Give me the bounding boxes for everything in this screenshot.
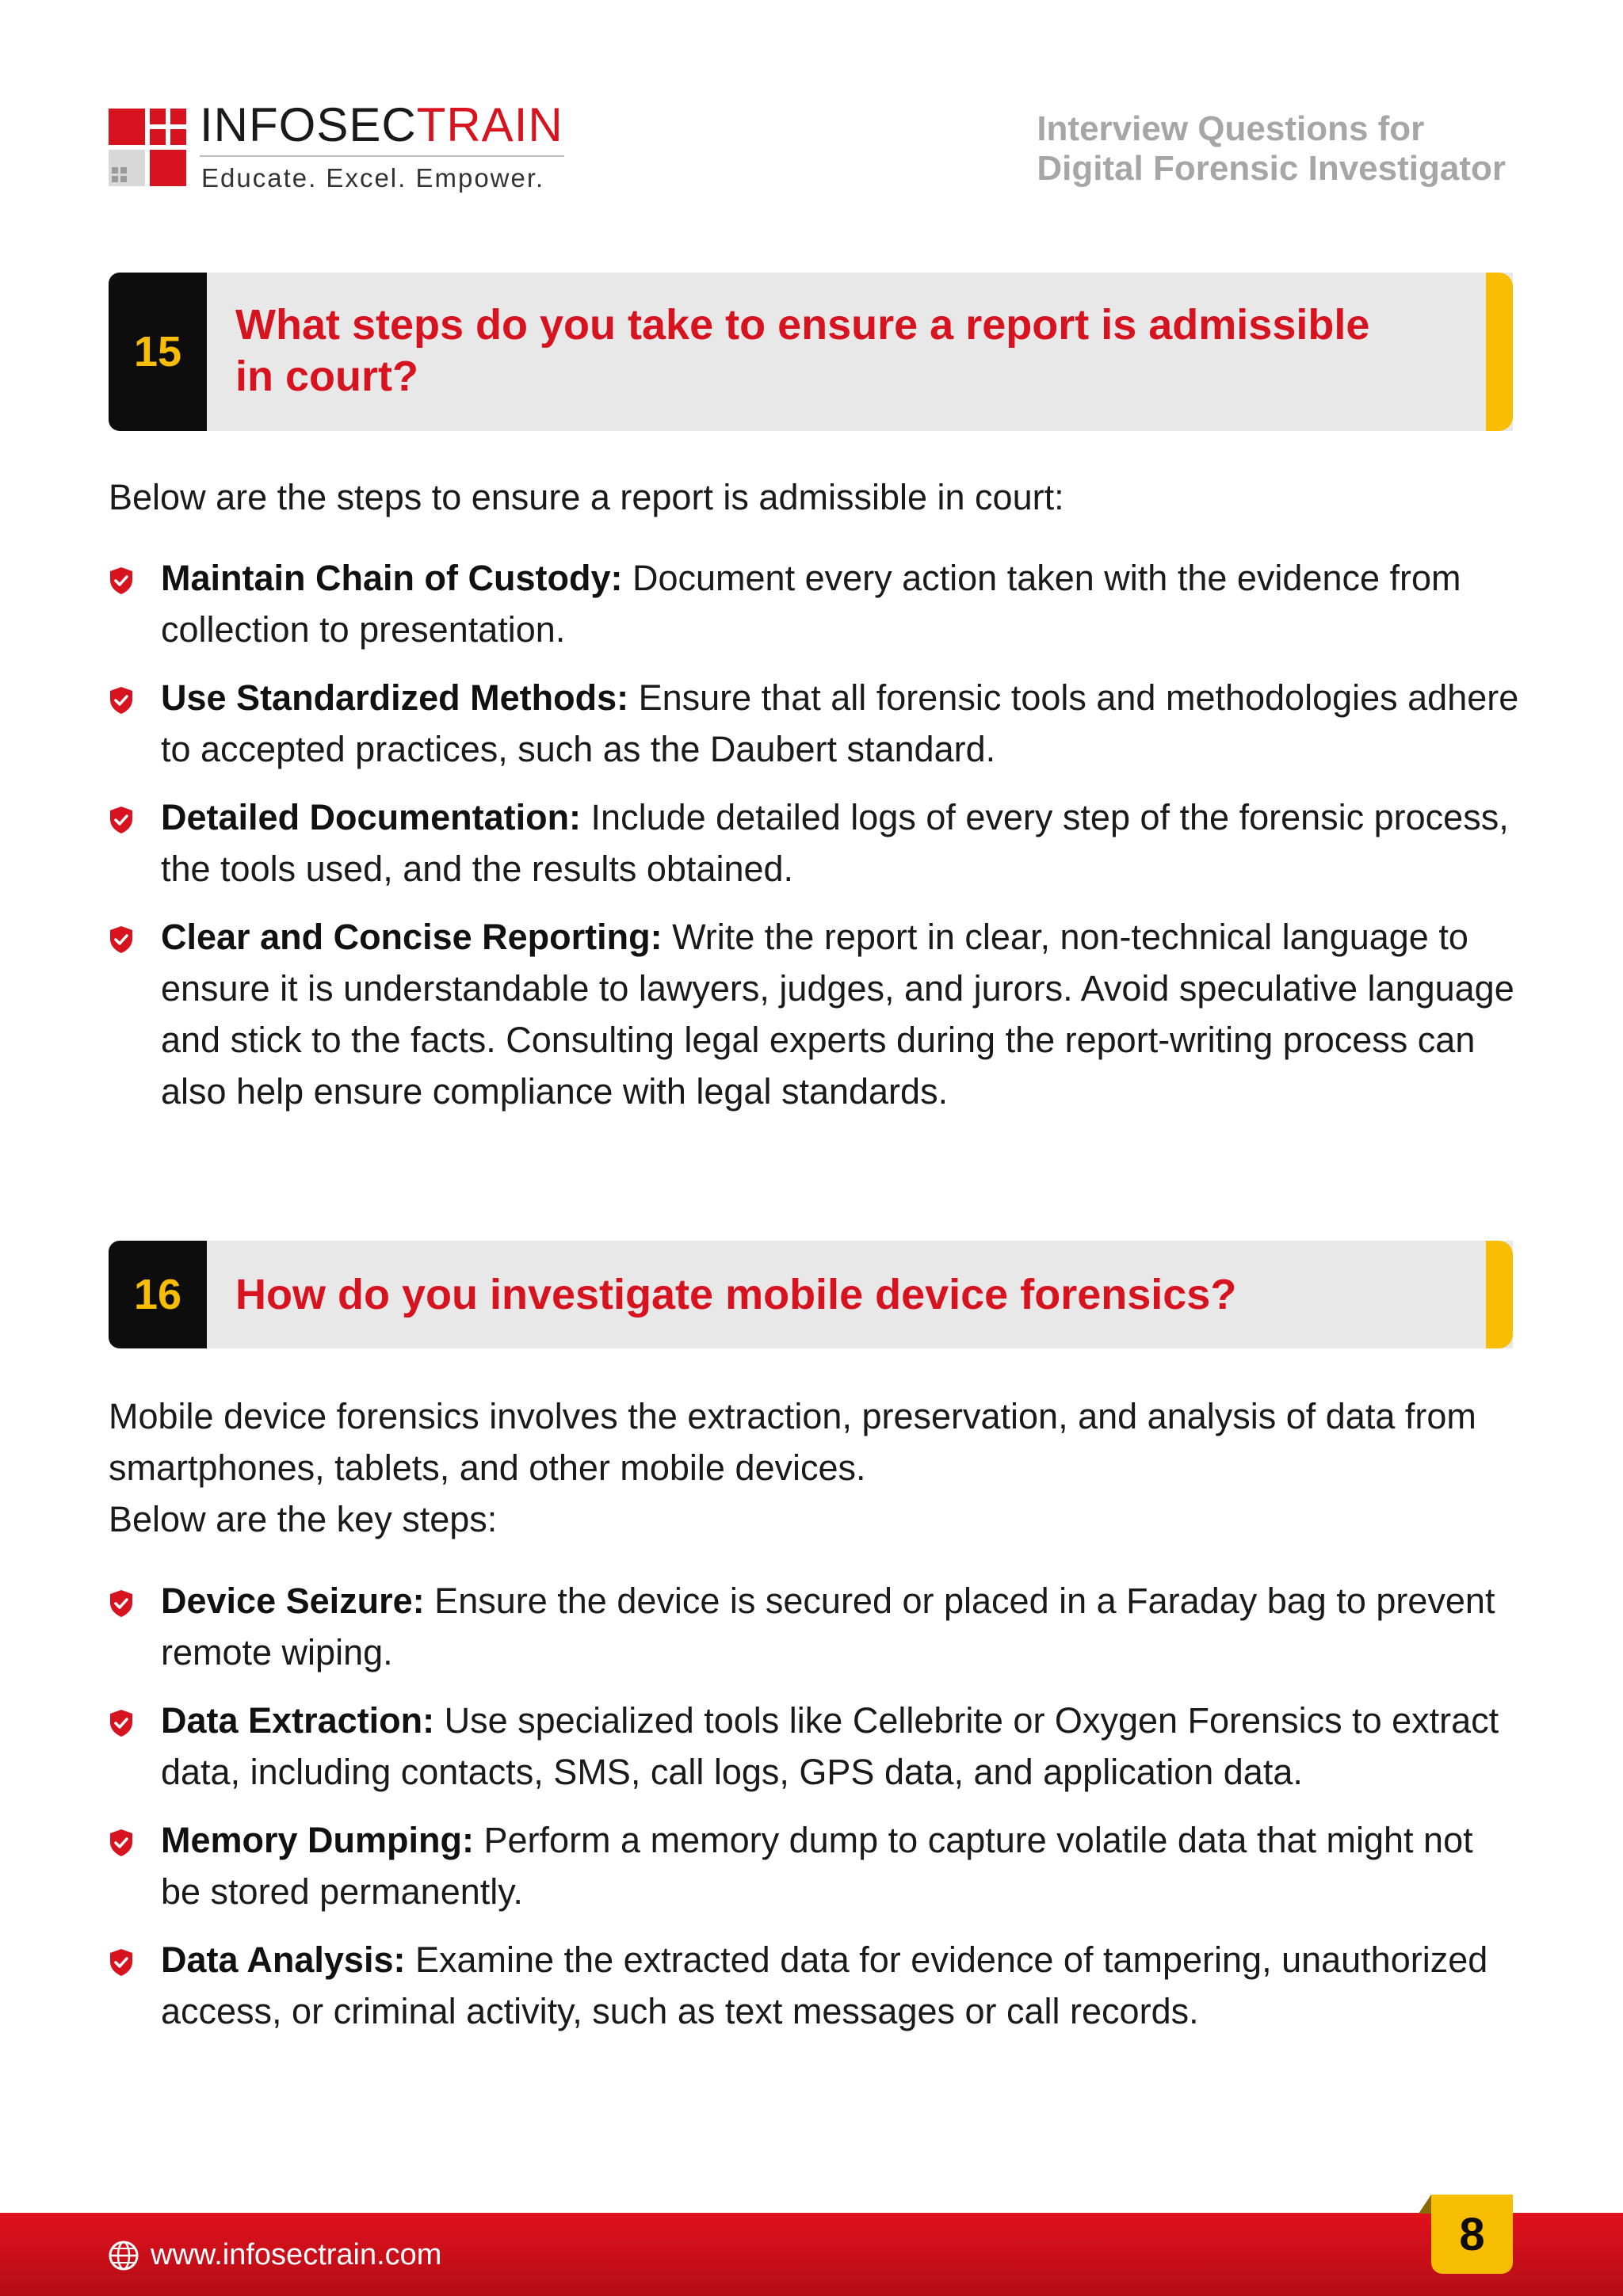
logo-divider	[200, 155, 564, 157]
shield-check-icon	[109, 1589, 134, 1618]
item-text: Document every action taken with the evidence from collection to presentation.	[161, 558, 1461, 650]
website-link[interactable]: www.infosectrain.com	[151, 2238, 442, 2271]
shield-check-icon	[109, 1829, 134, 1857]
intro-lead: Below are the key steps:	[109, 1499, 498, 1539]
list-item	[109, 1814, 1519, 1917]
item-text: Examine the extracted data for evidence of tampering, unauthorized access, or criminal activity, such as text messages or call records.	[161, 1939, 1488, 2031]
item-text: Ensure the device is secured or placed in a Faraday bag to prevent remote wiping.	[161, 1581, 1495, 1672]
brand-name-red: TRAIN	[416, 98, 563, 151]
document-title-line-1: Interview Questions for	[1037, 109, 1425, 148]
question-15-accent	[1486, 273, 1513, 431]
item-title: Detailed Documentation:	[161, 797, 582, 837]
item-text: Include detailed logs of every step of the forensic process, the tools used, and the results obtained.	[161, 797, 1509, 889]
question-15-list	[109, 552, 1519, 1134]
item-title: Clear and Concise Reporting:	[161, 917, 663, 957]
question-16-intro	[109, 1390, 1519, 1545]
question-text: What steps do you take to ensure a report is admissible in court?	[235, 301, 1370, 400]
item-title: Memory Dumping:	[161, 1820, 475, 1860]
list-item	[109, 552, 1519, 655]
shield-check-icon	[109, 1948, 134, 1977]
infosectrain-logo-icon	[109, 109, 186, 186]
brand-name-dark: INFOSEC	[200, 98, 417, 151]
item-title: Data Analysis:	[161, 1939, 406, 1980]
page-tab-fold	[1419, 2195, 1431, 2214]
item-title: Data Extraction:	[161, 1700, 435, 1741]
shield-check-icon	[109, 925, 134, 954]
item-text: Use specialized tools like Cellebrite or Oxygen Forensics to extract data, including contacts, SMS, call logs, GPS data, and application data.	[161, 1700, 1499, 1792]
item-title: Device Seizure:	[161, 1581, 425, 1621]
shield-check-icon	[109, 1709, 134, 1737]
document-title	[1037, 109, 1506, 189]
item-title: Maintain Chain of Custody:	[161, 558, 623, 598]
shield-check-icon	[109, 686, 134, 715]
list-item	[109, 911, 1519, 1117]
question-16-banner	[109, 1241, 1513, 1348]
globe-icon	[108, 2240, 139, 2271]
question-15-banner	[109, 273, 1513, 431]
item-text: Perform a memory dump to capture volatile data that might not be stored permanently.	[161, 1820, 1473, 1912]
item-text: Write the report in clear, non-technical language to ensure it is understandable to lawyers, judges, and jurors. Avoid speculative language and stick to the facts. Consulting legal experts during the report-writing process can also help ensure compliance with legal standards.	[161, 917, 1514, 1112]
item-text: Ensure that all forensic tools and methodologies adhere to accepted practices, such as the Daubert standard.	[161, 677, 1519, 769]
question-number: 16	[109, 1241, 207, 1348]
document-title-line-2: Digital Forensic Investigator	[1037, 149, 1506, 188]
question-16-accent	[1486, 1241, 1513, 1348]
intro-paragraph: Mobile device forensics involves the extraction, preservation, and analysis of data from smartphones, tablets, and other mobile devices.	[109, 1396, 1476, 1488]
list-item	[109, 1695, 1519, 1798]
list-item	[109, 1934, 1519, 2037]
question-15-intro: Below are the steps to ensure a report is admissible in court:	[109, 477, 1064, 517]
shield-check-icon	[109, 806, 134, 834]
question-number: 15	[109, 273, 207, 431]
page-header	[0, 0, 1623, 206]
list-item	[109, 672, 1519, 775]
brand-tagline: Educate. Excel. Empower.	[201, 163, 545, 193]
brand-wordmark	[200, 98, 563, 151]
list-item	[109, 791, 1519, 894]
shield-check-icon	[109, 566, 134, 595]
question-text: How do you investigate mobile device forensics?	[235, 1271, 1237, 1318]
item-title: Use Standardized Methods:	[161, 677, 629, 718]
question-16-list	[109, 1575, 1519, 2054]
list-item	[109, 1575, 1519, 1678]
page-number: 8	[1431, 2195, 1513, 2274]
